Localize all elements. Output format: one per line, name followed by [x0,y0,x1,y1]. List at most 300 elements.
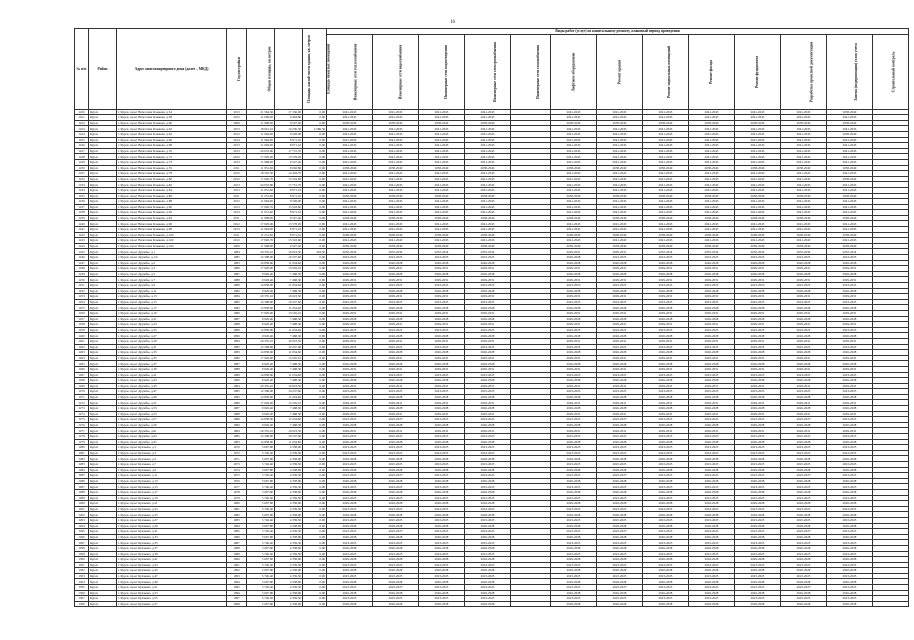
row-water: 2023-2025 [373,462,419,468]
row-lift: 2023-2025 [551,517,597,523]
row-roof: 2041-2043 [597,221,643,227]
row-heat: 2023-2025 [327,417,373,423]
row-lift: 2041-2043 [551,221,597,227]
row-address: г. Курск, пр-кт Дружбы, д.41 [117,372,227,378]
row-district: Курск [89,355,117,361]
row-lift: 2041-2043 [551,159,597,165]
row-foundation: 2026-2028 [735,501,781,507]
row-address: г. Курск, пр-кт Вячеслава Клыкова, д.76 [117,165,227,171]
row-design: 2038-2040 [781,215,827,221]
row-lift: 2041-2043 [551,109,597,115]
row-district: Курск [89,148,117,154]
row-address: г. Курск, пр-кт Дружбы, д.1 [117,249,227,255]
row-nonliving-area: 0,00 [303,568,327,574]
row-lift: 2041-2043 [551,148,597,154]
row-foundation: 2026-2028 [735,579,781,585]
row-meters: 2023-2025 [827,562,873,568]
row-meters: 2041-2043 [827,143,873,149]
row-design: 2026-2028 [781,501,827,507]
row-living-area: 9 092,80 [275,165,303,171]
row-number: 1226 [75,143,89,149]
table-header [75,29,909,110]
row-nonliving-area: 0,00 [303,215,327,221]
row-year: 1977 [227,484,247,490]
row-living-area: 8 971,10 [275,210,303,216]
row-water: 2029-2031 [373,310,419,316]
row-basement: 2026-2028 [643,568,689,574]
row-living-area: 7 468,30 [275,271,303,277]
row-facade: 2026-2028 [689,557,735,563]
row-facade: 2029-2031 [689,383,735,389]
row-district: Курск [89,512,117,518]
row-address: г. Курск, пр-кт Вячеслава Клыкова, д.74 [117,159,227,165]
row-water: 2023-2025 [373,344,419,350]
row-total-area: 11 994,00 [247,143,275,149]
row-facade: 2038-2040 [689,120,735,126]
row-living-area: 4 358,90 [275,445,303,451]
row-heat: 2023-2025 [327,473,373,479]
row-number: 1283 [75,462,89,468]
row-sewer: 2041-2043 [419,109,465,115]
row-roof: 2038-2040 [597,165,643,171]
row-nonliving-area: 0,00 [303,506,327,512]
row-design: 2041-2043 [781,131,827,137]
row-year: 1988 [227,322,247,328]
row-district: Курск [89,406,117,412]
row-sewer: 2023-2025 [419,445,465,451]
row-roof: 2026-2028 [597,590,643,596]
row-facade: 2041-2043 [689,109,735,115]
row-number: 1281 [75,450,89,456]
row-address: г. Курск, пр-кт Кулакова, д.1 [117,445,227,451]
row-number: 1307 [75,596,89,602]
row-roof: 2023-2025 [597,517,643,523]
row-foundation: 2026-2028 [735,316,781,322]
row-basement: 2029-2031 [643,338,689,344]
row-electric: 2026-2028 [465,361,511,367]
header-heat: Инженерные сети теплоснабжения [327,34,373,109]
row-water: 2023-2025 [373,389,419,395]
row-living-area: 4 358,90 [275,557,303,563]
row-living-area: 10 237,60 [275,255,303,261]
row-basement: 2032-2034 [643,249,689,255]
row-electric: 2041-2043 [465,199,511,205]
row-design: 2026-2028 [781,271,827,277]
row-nonliving-area: 0,00 [303,551,327,557]
row-district: Курск [89,221,117,227]
row-facade: 2041-2043 [689,210,735,216]
row-year: 1987 [227,316,247,322]
row-foundation: 2029-2031 [735,266,781,272]
row-electric: 2026-2028 [465,260,511,266]
row-electric: 2038-2040 [465,193,511,199]
row-water: 2041-2043 [373,137,419,143]
row-number: 1280 [75,445,89,451]
row-water: 2023-2025 [373,562,419,568]
row-electric: 2041-2043 [465,204,511,210]
row-number: 1284 [75,467,89,473]
row-nonliving-area: 0,00 [303,187,327,193]
row-address: г. Курск, пр-кт Дружбы, д.39 [117,366,227,372]
row-lift: 2023-2025 [551,434,597,440]
row-meters: 2038-2040 [827,215,873,221]
row-design: 2026-2028 [781,557,827,563]
row-total-area: 20 355,10 [247,428,275,434]
row-roof: 2029-2031 [597,355,643,361]
row-total-area: 5 697,80 [247,445,275,451]
row-water: 2041-2043 [373,171,419,177]
row-foundation: 2041-2043 [735,126,781,132]
row-total-area: 17 929,00 [247,355,275,361]
row-facade: 2041-2043 [689,131,735,137]
row-water: 2029-2031 [373,355,419,361]
row-lift: 2026-2028 [551,478,597,484]
row-basement: 2041-2043 [643,126,689,132]
row-total-area: 5 740,40 [247,462,275,468]
row-lift: 2038-2040 [551,120,597,126]
row-electric: 2041-2043 [465,182,511,188]
row-address: г. Курск, пр-кт Вячеслава Клыкова, д.96 [117,221,227,227]
row-electric: 2026-2028 [465,288,511,294]
row-foundation: 2041-2043 [735,115,781,121]
row-district: Курск [89,411,117,417]
row-total-area: 20 355,10 [247,249,275,255]
row-nonliving-area: 0,00 [303,562,327,568]
row-nonliving-area: 0,00 [303,165,327,171]
row-design: 2023-2025 [781,462,827,468]
row-sewer: 2041-2043 [419,176,465,182]
row-number: 1242 [75,232,89,238]
row-sewer: 2023-2025 [419,540,465,546]
row-living-area: 8 971,10 [275,187,303,193]
row-heat: 2038-2040 [327,193,373,199]
row-number: 1304 [75,579,89,585]
row-sewer: 2029-2031 [419,310,465,316]
row-sewer: 2038-2040 [419,165,465,171]
row-year: 1970 [227,445,247,451]
row-sewer: 2026-2028 [419,590,465,596]
row-total-area: 5 740,40 [247,484,275,490]
row-address: г. Курск, пр-кт Дружбы, д.37 [117,361,227,367]
row-foundation: 2026-2028 [735,545,781,551]
row-facade: 2026-2028 [689,568,735,574]
row-district: Курск [89,266,117,272]
row-electric: 2026-2028 [465,489,511,495]
row-electric: 2023-2025 [465,255,511,261]
row-water: 2041-2043 [373,131,419,137]
row-nonliving-area: 0,00 [303,199,327,205]
row-total-area: 5 740,40 [247,473,275,479]
row-lift: 2026-2028 [551,361,597,367]
row-nonliving-area: 0,00 [303,143,327,149]
row-foundation: 2041-2043 [735,221,781,227]
row-foundation: 2023-2025 [735,389,781,395]
row-design: 2029-2031 [781,428,827,434]
row-nonliving-area: 0,00 [303,400,327,406]
row-district: Курск [89,473,117,479]
row-design: 2023-2025 [781,517,827,523]
row-living-area: 10 237,60 [275,389,303,395]
row-meters: 2023-2025 [827,484,873,490]
row-electric: 2023-2025 [465,389,511,395]
row-nonliving-area: 0,00 [303,590,327,596]
header-year-built: Год постройки [227,29,247,110]
row-lift: 2026-2028 [551,260,597,266]
row-living-area: 4 358,90 [275,456,303,462]
row-lift: 2023-2025 [551,417,597,423]
row-meters: 2029-2031 [827,355,873,361]
row-foundation: 2023-2025 [735,417,781,423]
row-address: г. Курск, пр-кт Дружбы, д.3 [117,266,227,272]
row-total-area: 5 697,80 [247,590,275,596]
row-address: г. Курск, пр-кт Вячеслава Клыкова, д.94 [117,215,227,221]
row-nonliving-area: 0,00 [303,445,327,451]
row-roof: 2029-2031 [597,322,643,328]
row-total-area: 5 740,40 [247,551,275,557]
row-basement: 2023-2025 [643,529,689,535]
row-heat: 2023-2025 [327,596,373,602]
row-district: Курск [89,557,117,563]
row-design: 2023-2025 [781,417,827,423]
row-facade: 2026-2028 [689,439,735,445]
row-electric: 2026-2028 [465,439,511,445]
row-living-area: 10 237,60 [275,434,303,440]
row-living-area: 4 359,50 [275,596,303,602]
row-water: 2029-2031 [373,428,419,434]
row-foundation: 2041-2043 [735,238,781,244]
row-meters: 2029-2031 [827,411,873,417]
row-basement: 2029-2031 [643,400,689,406]
row-lift: 2041-2043 [551,210,597,216]
row-design: 2023-2025 [781,434,827,440]
row-nonliving-area: 0,00 [303,512,327,518]
row-total-area: 5 697,80 [247,489,275,495]
row-living-area: 4 358,90 [275,478,303,484]
row-year: 2013 [227,148,247,154]
row-meters: 2026-2028 [827,288,873,294]
row-year: 1983 [227,305,247,311]
row-basement: 2023-2025 [643,540,689,546]
row-facade: 2041-2043 [689,176,735,182]
row-meters: 2041-2043 [827,159,873,165]
row-living-area: 7 468,30 [275,361,303,367]
row-year: 1987 [227,406,247,412]
row-address: г. Курск, пр-кт Кулакова, д.39 [117,551,227,557]
row-facade: 2041-2043 [689,143,735,149]
row-address: г. Курск, пр-кт Кулакова, д.15 [117,484,227,490]
row-year: 1994 [227,579,247,585]
row-heat: 2023-2025 [327,506,373,512]
row-year: 2009 [227,120,247,126]
row-address: г. Курск, пр-кт Дружбы, д.7 [117,277,227,283]
row-lift: 2041-2043 [551,187,597,193]
row-lift: 2029-2031 [551,355,597,361]
row-living-area: 4 358,90 [275,512,303,518]
row-heat: 2041-2043 [327,204,373,210]
row-foundation: 2038-2040 [735,232,781,238]
row-year: 1989 [227,551,247,557]
row-living-area: 11 654,60 [275,283,303,289]
row-design: 2023-2025 [781,562,827,568]
row-address: г. Курск, пр-кт Дружбы, д.59 [117,422,227,428]
row-year: 1990 [227,557,247,563]
row-facade: 2023-2025 [689,434,735,440]
row-foundation: 2029-2031 [735,355,781,361]
row-sewer: 2026-2028 [419,350,465,356]
row-facade: 2026-2028 [689,305,735,311]
row-basement: 2026-2028 [643,333,689,339]
row-address: г. Курск, пр-кт Дружбы, д.11 [117,288,227,294]
row-roof: 2023-2025 [597,551,643,557]
row-total-area: 9 929,40 [247,322,275,328]
row-nonliving-area: 0,00 [303,450,327,456]
row-district: Курск [89,545,117,551]
row-roof: 2026-2028 [597,601,643,607]
row-design: 2026-2028 [781,333,827,339]
row-address: г. Курск, пр-кт Кулакова, д.21 [117,501,227,507]
row-water: 2023-2025 [373,551,419,557]
row-district: Курск [89,434,117,440]
row-living-area: 7 468,30 [275,277,303,283]
row-number: 1293 [75,517,89,523]
row-water: 2026-2028 [373,456,419,462]
row-number: 1248 [75,266,89,272]
row-foundation: 2026-2028 [735,422,781,428]
row-meters: 2023-2025 [827,473,873,479]
row-foundation: 2026-2028 [735,523,781,529]
row-district: Курск [89,562,117,568]
row-district: Курск [89,143,117,149]
row-total-area: 5 740,40 [247,529,275,535]
row-water: 2023-2025 [373,445,419,451]
row-roof: 2038-2040 [597,120,643,126]
row-foundation: 2029-2031 [735,366,781,372]
row-electric: 2023-2025 [465,495,511,501]
row-facade: 2023-2025 [689,495,735,501]
row-roof: 2023-2025 [597,596,643,602]
row-roof: 2041-2043 [597,171,643,177]
row-total-area: 11 998,00 [247,159,275,165]
row-foundation: 2023-2025 [735,473,781,479]
row-address: г. Курск, пр-кт Вячеслава Клыкова, д.100 [117,232,227,238]
row-facade: 2023-2025 [689,299,735,305]
row-living-area: 16 023,50 [275,338,303,344]
row-nonliving-area: 0,00 [303,355,327,361]
row-foundation: 2023-2025 [735,573,781,579]
row-total-area: 14 858,90 [247,350,275,356]
row-roof: 2023-2025 [597,372,643,378]
row-lift: 2029-2031 [551,249,597,255]
row-design: 2023-2025 [781,255,827,261]
row-district: Курск [89,288,117,294]
row-facade: 2026-2028 [689,260,735,266]
row-heat: 2026-2028 [327,305,373,311]
row-heat: 2041-2043 [327,148,373,154]
row-living-area: 4 359,50 [275,484,303,490]
row-year: 1989 [227,372,247,378]
row-lift: 2026-2028 [551,601,597,607]
row-roof: 2029-2031 [597,428,643,434]
row-basement: 2023-2025 [643,551,689,557]
row-lift: 2023-2025 [551,551,597,557]
row-basement: 2023-2025 [643,450,689,456]
row-address: г. Курск, пр-кт Дружбы, д.65 [117,439,227,445]
row-sewer: 2038-2040 [419,120,465,126]
row-electric: 2026-2028 [465,271,511,277]
header-control: Строительный контроль [873,34,909,109]
row-basement: 2029-2031 [643,294,689,300]
row-sewer: 2023-2025 [419,299,465,305]
row-district: Курск [89,310,117,316]
row-water: 2026-2028 [373,271,419,277]
row-lift: 2026-2028 [551,378,597,384]
row-electric: 2026-2028 [465,501,511,507]
row-roof: 2041-2043 [597,137,643,143]
row-meters: 2026-2028 [827,568,873,574]
row-basement: 2026-2028 [643,361,689,367]
row-facade: 2026-2028 [689,601,735,607]
row-basement: 2026-2028 [643,316,689,322]
row-foundation: 2038-2040 [735,165,781,171]
row-year: 2013 [227,227,247,233]
row-sewer: 2023-2025 [419,372,465,378]
row-water: 2026-2028 [373,590,419,596]
row-district: Курск [89,439,117,445]
row-year: 1990 [227,378,247,384]
row-basement: 2041-2043 [643,176,689,182]
row-number: 1303 [75,573,89,579]
row-foundation: 2038-2040 [735,243,781,249]
row-electric: 2041-2043 [465,238,511,244]
row-year: 1987 [227,271,247,277]
row-living-area: 16 023,50 [275,294,303,300]
row-water: 2038-2040 [373,165,419,171]
row-foundation: 2038-2040 [735,193,781,199]
row-heat: 2041-2043 [327,137,373,143]
row-sewer: 2041-2043 [419,148,465,154]
row-total-area: 5 697,80 [247,512,275,518]
row-address: г. Курск, пр-кт Дружбы, д.5 [117,271,227,277]
row-electric: 2041-2043 [465,148,511,154]
row-living-area: 13 578,20 [275,154,303,160]
row-facade: 2023-2025 [689,517,735,523]
row-design: 2041-2043 [781,238,827,244]
row-design: 2029-2031 [781,383,827,389]
row-design: 2026-2028 [781,478,827,484]
row-electric: 2038-2040 [465,215,511,221]
row-electric: 2023-2025 [465,417,511,423]
row-meters: 2041-2043 [827,154,873,160]
row-electric: 2041-2043 [465,115,511,121]
row-district: Курск [89,204,117,210]
row-foundation: 2041-2043 [735,131,781,137]
row-facade: 2029-2031 [689,400,735,406]
row-design: 2041-2043 [781,159,827,165]
row-electric: 2029-2031 [465,322,511,328]
row-address: г. Курск, пр-кт Вячеслава Клыкова, д.66 [117,137,227,143]
row-year: 1979 [227,495,247,501]
row-roof: 2023-2025 [597,450,643,456]
row-foundation: 2026-2028 [735,333,781,339]
header-no: № п/п [75,29,89,110]
row-address: г. Курск, пр-кт Кулакова, д.9 [117,467,227,473]
row-facade: 2026-2028 [689,489,735,495]
row-roof: 2023-2025 [597,562,643,568]
row-sewer: 2038-2040 [419,215,465,221]
row-foundation: 2029-2031 [735,383,781,389]
row-basement: 2023-2025 [643,484,689,490]
row-address: г. Курск, пр-кт Вячеслава Клыкова, д.68 [117,143,227,149]
